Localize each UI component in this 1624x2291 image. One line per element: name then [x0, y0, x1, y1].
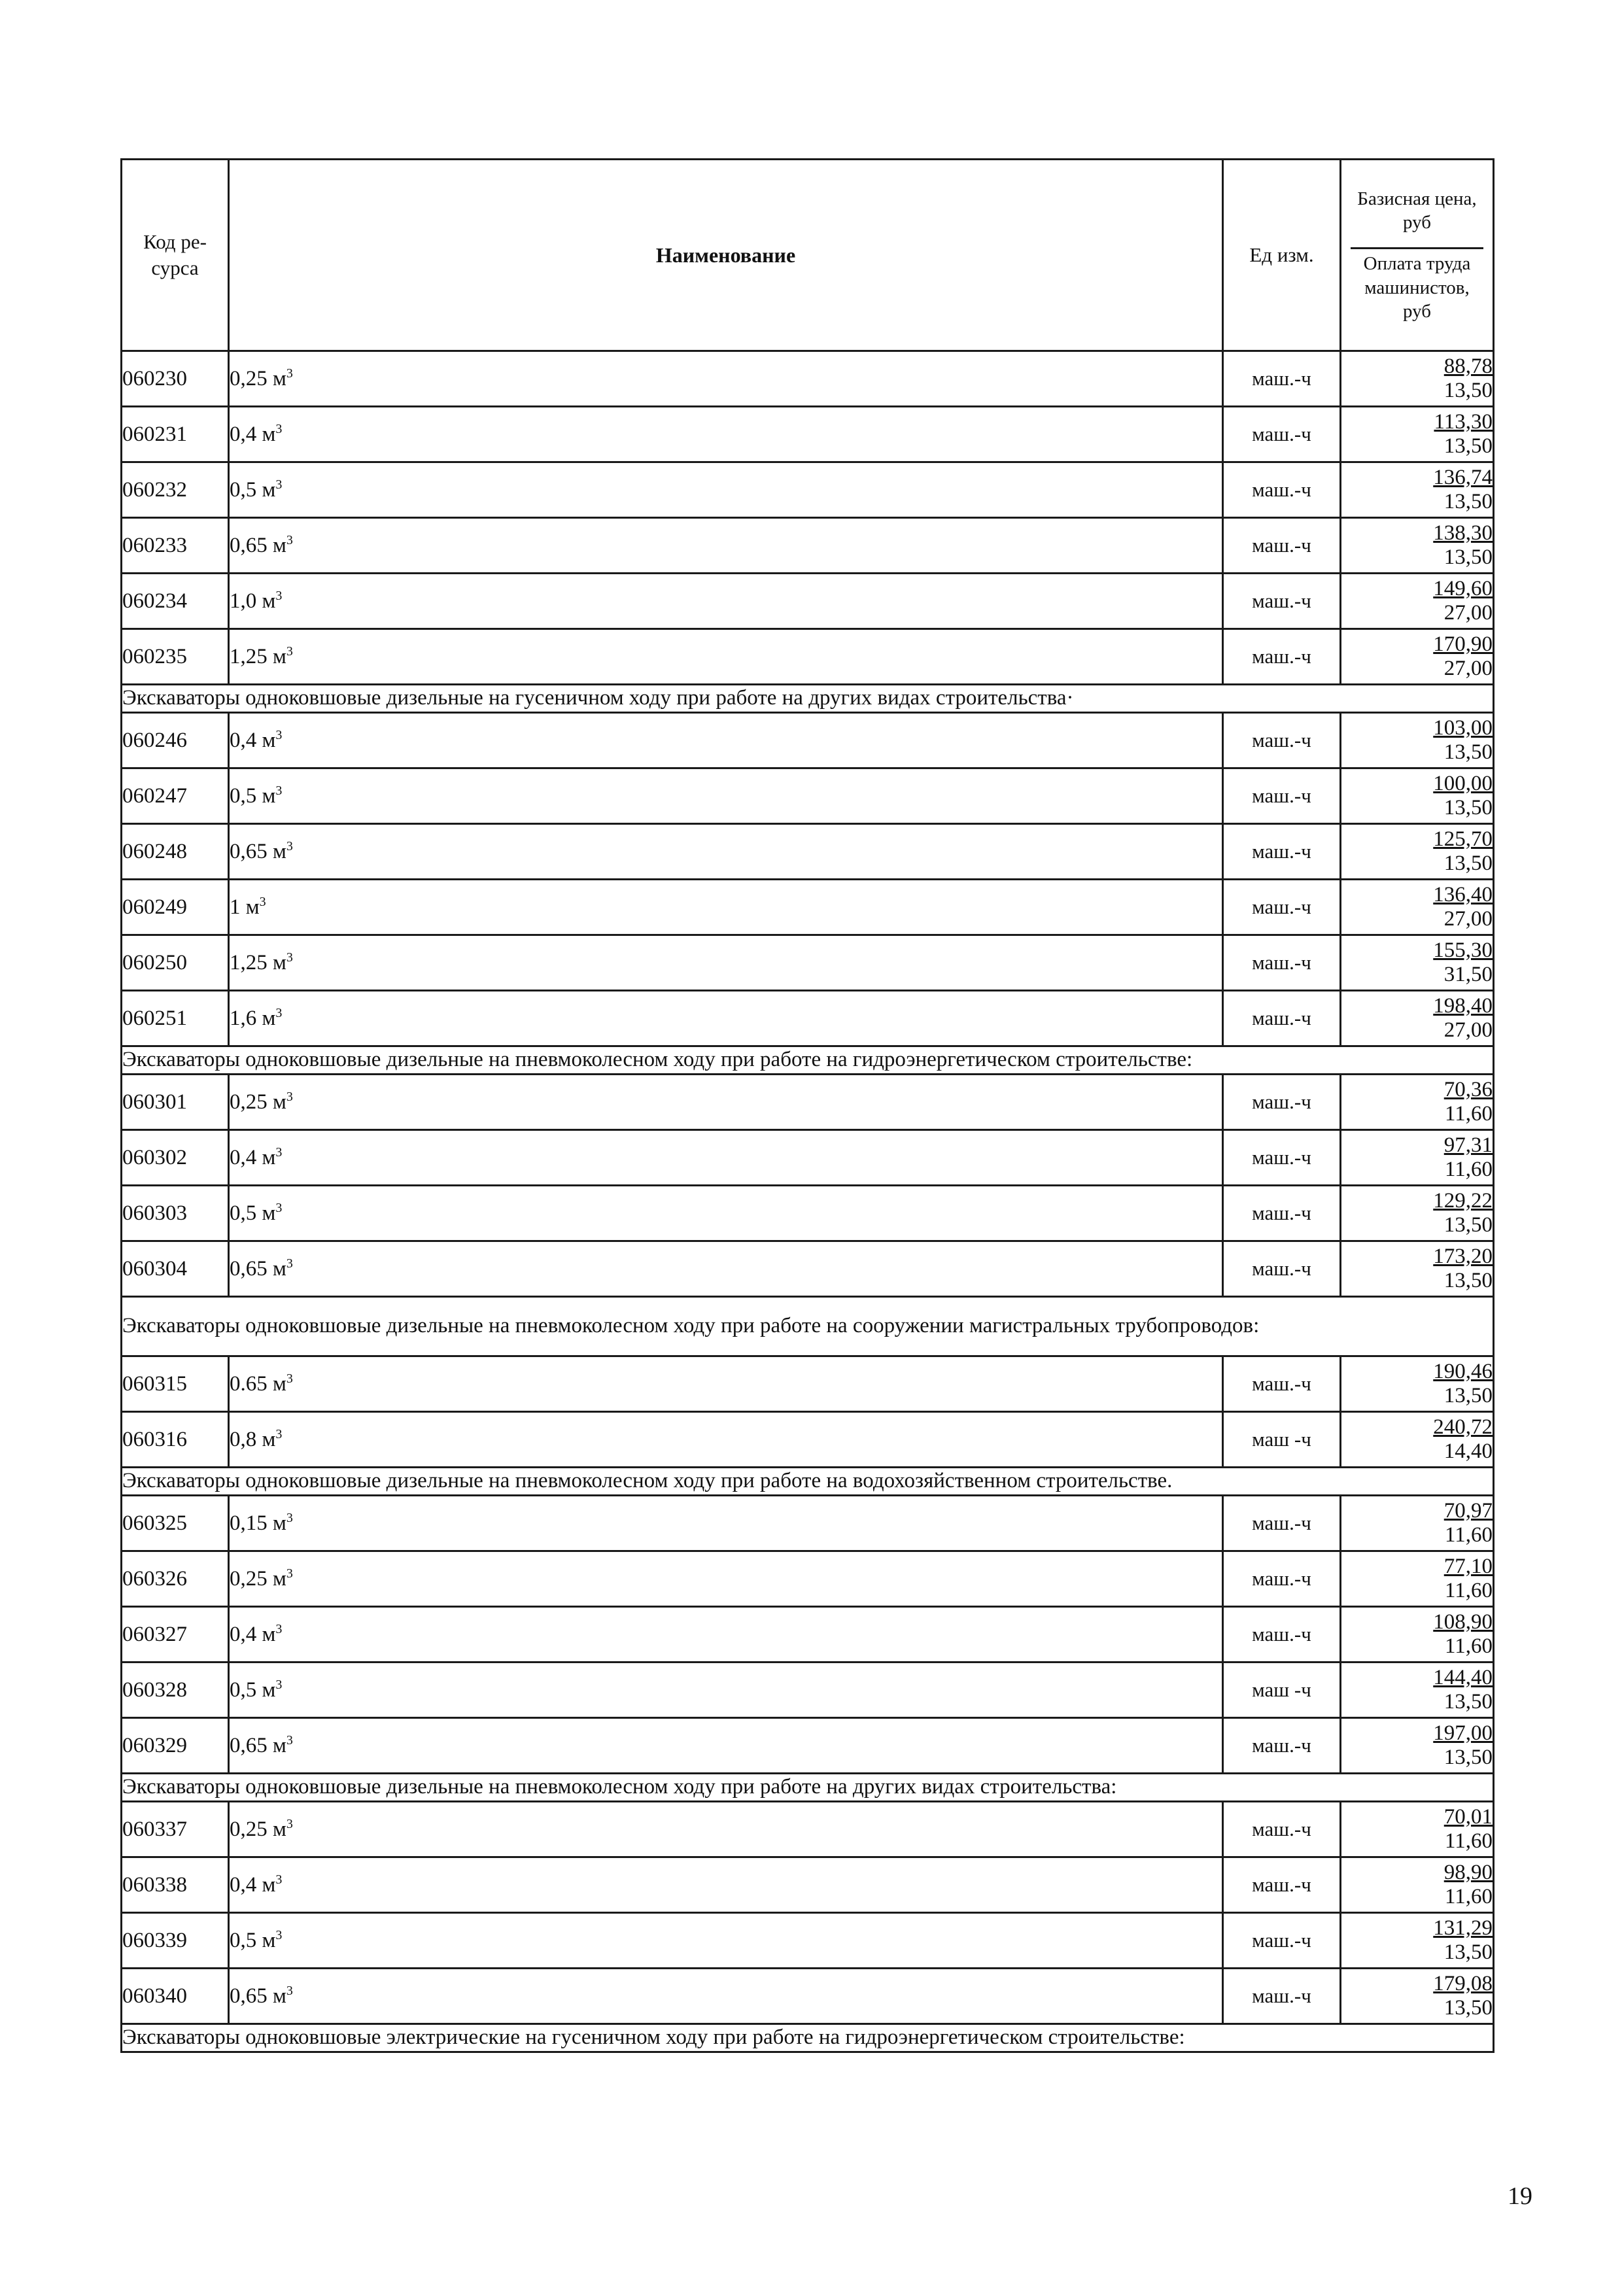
- base-price: 77,10: [1443, 1555, 1493, 1579]
- cubic-superscript: 3: [259, 895, 266, 909]
- operator-wage: 13,50: [1443, 852, 1493, 875]
- cubic-superscript: 3: [286, 950, 293, 965]
- base-price: 108,90: [1433, 1610, 1493, 1634]
- price-cell: [1341, 1607, 1494, 1662]
- operator-wage: 13,50: [1443, 545, 1493, 569]
- resource-name: 0,4 $м^3$: [229, 407, 1223, 462]
- resource-code: 060303: [122, 1186, 229, 1241]
- price-cell: [1341, 1075, 1494, 1130]
- base-price: 144,40: [1433, 1666, 1493, 1690]
- base-price: 88,78: [1443, 354, 1493, 379]
- table-row: [122, 1857, 1494, 1913]
- section-heading: Экскаваторы одноковшовые дизельные на гусеничном ходу при работе на других видах строительства·: [122, 685, 1494, 713]
- price-cell: [1341, 768, 1494, 824]
- price-cell: [1341, 1662, 1494, 1718]
- unit-of-measure: маш.-ч: [1223, 462, 1341, 518]
- base-price: 155,30: [1433, 939, 1493, 963]
- cubic-superscript: 3: [286, 1511, 293, 1525]
- cubic-superscript: 3: [275, 1427, 283, 1441]
- cubic-superscript: 3: [286, 1371, 293, 1386]
- operator-wage: 13,50: [1443, 1690, 1493, 1714]
- resource-name: 1,6 $м^3$: [229, 991, 1223, 1046]
- resource-name: 0.65 $м^3$: [229, 1356, 1223, 1412]
- unit-of-measure: маш.-ч: [1223, 1551, 1341, 1607]
- section-heading: Экскаваторы одноковшовые дизельные на пневмоколесном ходу при работе на других видах строительства:: [122, 1774, 1494, 1802]
- resource-name: 0,4 $м^3$: [229, 1130, 1223, 1186]
- base-price: 136,74: [1433, 466, 1493, 490]
- resource-code: 060325: [122, 1496, 229, 1551]
- base-price: 197,00: [1433, 1721, 1493, 1746]
- resource-code: 060340: [122, 1969, 229, 2024]
- resource-name: 0,65 $м^3$: [229, 1969, 1223, 2024]
- base-price: 113,30: [1434, 410, 1493, 434]
- resource-name: 1,0 $м^3$: [229, 574, 1223, 629]
- cubic-superscript: 3: [275, 1006, 283, 1020]
- price-cell: [1341, 351, 1494, 407]
- resource-code: 060250: [122, 935, 229, 991]
- base-price: 138,30: [1433, 521, 1493, 545]
- operator-wage: 11,60: [1444, 1634, 1493, 1658]
- base-price: 98,90: [1443, 1861, 1493, 1885]
- unit-of-measure: маш.-ч: [1223, 407, 1341, 462]
- table-row: [122, 1913, 1494, 1969]
- resource-name: 0,5 $м^3$: [229, 1913, 1223, 1969]
- resource-name: 0,65 $м^3$: [229, 518, 1223, 574]
- cubic-superscript: 3: [286, 366, 293, 381]
- cubic-superscript: 3: [275, 1145, 283, 1160]
- header-unit: Ед изм.: [1223, 160, 1341, 351]
- resource-code: 060337: [122, 1802, 229, 1857]
- resource-name: 1,25 $м^3$: [229, 629, 1223, 685]
- operator-wage: 27,00: [1443, 907, 1493, 931]
- table-row: [122, 1969, 1494, 2024]
- table-header-row: [122, 160, 1494, 351]
- operator-wage: 13,50: [1443, 490, 1493, 513]
- resource-code: 060302: [122, 1130, 229, 1186]
- base-price: 198,40: [1433, 994, 1493, 1018]
- resource-code: 060315: [122, 1356, 229, 1412]
- base-price: 70,97: [1443, 1499, 1493, 1523]
- resource-code: 060304: [122, 1241, 229, 1297]
- operator-wage: 11,60: [1444, 1579, 1493, 1602]
- resource-name: 0,4 $м^3$: [229, 1607, 1223, 1662]
- cubic-superscript: 3: [286, 644, 293, 659]
- base-price: 190,46: [1433, 1360, 1493, 1384]
- resource-name: 0,5 $м^3$: [229, 1662, 1223, 1718]
- cubic-superscript: 3: [286, 1566, 293, 1581]
- cubic-superscript: 3: [286, 1984, 293, 1998]
- unit-of-measure: маш.-ч: [1223, 351, 1341, 407]
- cubic-superscript: 3: [286, 839, 293, 853]
- operator-wage: 27,00: [1443, 601, 1493, 625]
- section-heading: Экскаваторы одноковшовые дизельные на пневмоколесном ходу при работе на гидроэнергетическом строительстве:: [122, 1046, 1494, 1075]
- resource-code: 060338: [122, 1857, 229, 1913]
- base-price: 70,36: [1443, 1078, 1493, 1102]
- price-cell: [1341, 629, 1494, 685]
- resource-code: 060235: [122, 629, 229, 685]
- operator-wage: 13,50: [1443, 796, 1493, 819]
- unit-of-measure: маш.-ч: [1223, 1718, 1341, 1774]
- base-price: 129,22: [1433, 1189, 1493, 1213]
- unit-of-measure: маш.-ч: [1223, 1075, 1341, 1130]
- base-price: 179,08: [1433, 1972, 1493, 1996]
- cubic-superscript: 3: [286, 1256, 293, 1271]
- operator-wage: 13,50: [1443, 1746, 1493, 1769]
- resource-name: 0,65 $м^3$: [229, 1718, 1223, 1774]
- price-cell: [1341, 1356, 1494, 1412]
- cubic-superscript: 3: [275, 1678, 283, 1692]
- operator-wage: 11,60: [1444, 1158, 1493, 1181]
- operator-wage: 31,50: [1443, 963, 1493, 986]
- operator-wage: 13,50: [1443, 1269, 1493, 1292]
- table-row: [122, 1496, 1494, 1551]
- section-heading-row: [122, 685, 1494, 713]
- table-row: [122, 1075, 1494, 1130]
- price-cell: [1341, 824, 1494, 880]
- resource-name: 0,25 $м^3$: [229, 1551, 1223, 1607]
- unit-of-measure: маш.-ч: [1223, 768, 1341, 824]
- base-price: 125,70: [1433, 827, 1493, 852]
- unit-of-measure: маш.-ч: [1223, 1130, 1341, 1186]
- price-cell: [1341, 1969, 1494, 2024]
- table-row: [122, 1130, 1494, 1186]
- operator-wage: 27,00: [1443, 657, 1493, 680]
- price-cell: [1341, 1857, 1494, 1913]
- table-row: [122, 407, 1494, 462]
- operator-wage: 13,50: [1443, 740, 1493, 764]
- cubic-superscript: 3: [275, 589, 283, 603]
- resource-name: 0,65 $м^3$: [229, 1241, 1223, 1297]
- resource-name: 0,4 $м^3$: [229, 713, 1223, 768]
- table-row: [122, 824, 1494, 880]
- table-row: [122, 1551, 1494, 1607]
- cubic-superscript: 3: [275, 422, 283, 436]
- resource-code: 060251: [122, 991, 229, 1046]
- table-row: [122, 1607, 1494, 1662]
- base-price: 131,29: [1433, 1916, 1493, 1940]
- cubic-superscript: 3: [275, 1928, 283, 1942]
- cubic-superscript: 3: [275, 477, 283, 492]
- unit-of-measure: маш.-ч: [1223, 1356, 1341, 1412]
- price-cell: [1341, 1913, 1494, 1969]
- table-row: [122, 991, 1494, 1046]
- resource-code: 060231: [122, 407, 229, 462]
- base-price: 103,00: [1433, 716, 1493, 740]
- header-name: Наименование: [229, 160, 1223, 351]
- resource-code: 060247: [122, 768, 229, 824]
- price-cell: [1341, 1186, 1494, 1241]
- operator-wage: 13,50: [1443, 1940, 1493, 1964]
- base-price: 97,31: [1443, 1133, 1493, 1158]
- resource-name: 0,25 $м^3$: [229, 351, 1223, 407]
- price-cell: [1341, 574, 1494, 629]
- unit-of-measure: маш -ч: [1223, 1412, 1341, 1468]
- cubic-superscript: 3: [275, 728, 283, 742]
- header-code: Код ре- сурса: [122, 160, 229, 351]
- resource-code: 060234: [122, 574, 229, 629]
- table-row: [122, 713, 1494, 768]
- cubic-superscript: 3: [275, 784, 283, 798]
- price-cell: [1341, 1551, 1494, 1607]
- header-operator-wage: Оплата труда машинистов, руб: [1351, 247, 1483, 323]
- resource-code: 060301: [122, 1075, 229, 1130]
- resource-name: 1 $м^3$: [229, 880, 1223, 935]
- unit-of-measure: маш.-ч: [1223, 574, 1341, 629]
- cubic-superscript: 3: [275, 1201, 283, 1215]
- operator-wage: 11,60: [1444, 1885, 1493, 1908]
- unit-of-measure: маш.-ч: [1223, 518, 1341, 574]
- table-row: [122, 1662, 1494, 1718]
- table-row: [122, 1186, 1494, 1241]
- resource-name: 0,4 $м^3$: [229, 1857, 1223, 1913]
- price-cell: [1341, 991, 1494, 1046]
- resource-name: 0,25 $м^3$: [229, 1075, 1223, 1130]
- unit-of-measure: маш.-ч: [1223, 935, 1341, 991]
- table-row: [122, 574, 1494, 629]
- price-cell: [1341, 1718, 1494, 1774]
- price-cell: [1341, 462, 1494, 518]
- resource-name: 0,65 $м^3$: [229, 824, 1223, 880]
- section-heading-row: [122, 1297, 1494, 1356]
- resource-code: 060326: [122, 1551, 229, 1607]
- cubic-superscript: 3: [275, 1872, 283, 1887]
- resource-name: 1,25 $м^3$: [229, 935, 1223, 991]
- unit-of-measure: маш.-ч: [1223, 880, 1341, 935]
- price-cell: [1341, 407, 1494, 462]
- price-cell: [1341, 1412, 1494, 1468]
- operator-wage: 27,00: [1443, 1018, 1493, 1042]
- base-price: 136,40: [1433, 883, 1493, 907]
- resource-code: 060233: [122, 518, 229, 574]
- table-row: [122, 1241, 1494, 1297]
- price-cell: [1341, 1802, 1494, 1857]
- price-cell: [1341, 713, 1494, 768]
- cubic-superscript: 3: [286, 1817, 293, 1831]
- price-cell: [1341, 935, 1494, 991]
- unit-of-measure: маш.-ч: [1223, 629, 1341, 685]
- section-heading-row: [122, 1774, 1494, 1802]
- unit-of-measure: маш.-ч: [1223, 713, 1341, 768]
- resource-name: 0,25 $м^3$: [229, 1802, 1223, 1857]
- resource-name: 0,5 $м^3$: [229, 462, 1223, 518]
- section-heading-row: [122, 1468, 1494, 1496]
- base-price: 170,90: [1433, 632, 1493, 657]
- unit-of-measure: маш.-ч: [1223, 1857, 1341, 1913]
- cubic-superscript: 3: [286, 1090, 293, 1104]
- table-row: [122, 629, 1494, 685]
- unit-of-measure: маш -ч: [1223, 1662, 1341, 1718]
- table-body: [122, 351, 1494, 2052]
- operator-wage: 13,50: [1443, 1213, 1493, 1237]
- resource-code: 060248: [122, 824, 229, 880]
- resource-code: 060230: [122, 351, 229, 407]
- resource-name: 0,5 $м^3$: [229, 1186, 1223, 1241]
- unit-of-measure: маш.-ч: [1223, 1241, 1341, 1297]
- unit-of-measure: маш.-ч: [1223, 1913, 1341, 1969]
- table-row: [122, 880, 1494, 935]
- table-row: [122, 1412, 1494, 1468]
- base-price: 70,01: [1443, 1805, 1493, 1829]
- resource-code: 060327: [122, 1607, 229, 1662]
- resource-code: 060232: [122, 462, 229, 518]
- operator-wage: 13,50: [1443, 379, 1493, 402]
- resource-code: 060316: [122, 1412, 229, 1468]
- operator-wage: 13,50: [1443, 1996, 1493, 2020]
- price-cell: [1341, 880, 1494, 935]
- base-price: 100,00: [1433, 772, 1493, 796]
- table-row: [122, 518, 1494, 574]
- table-row: [122, 768, 1494, 824]
- cubic-superscript: 3: [286, 1733, 293, 1748]
- unit-of-measure: маш.-ч: [1223, 1607, 1341, 1662]
- header-price: [1341, 160, 1494, 351]
- table-row: [122, 351, 1494, 407]
- cubic-superscript: 3: [275, 1622, 283, 1636]
- unit-of-measure: маш.-ч: [1223, 1802, 1341, 1857]
- table-row: [122, 935, 1494, 991]
- price-cell: [1341, 1130, 1494, 1186]
- resource-name: 0,5 $м^3$: [229, 768, 1223, 824]
- section-heading: Экскаваторы одноковшовые электрические на гусеничном ходу при работе на гидроэнергетическом строительстве:: [122, 2024, 1494, 2052]
- table-row: [122, 1802, 1494, 1857]
- operator-wage: 13,50: [1443, 1384, 1493, 1407]
- section-heading-row: [122, 2024, 1494, 2052]
- page-number: 19: [1508, 2182, 1532, 2210]
- table-row: [122, 462, 1494, 518]
- price-cell: [1341, 518, 1494, 574]
- table-row: [122, 1718, 1494, 1774]
- unit-of-measure: маш.-ч: [1223, 1186, 1341, 1241]
- table-row: [122, 1356, 1494, 1412]
- section-heading-row: [122, 1046, 1494, 1075]
- base-price: 240,72: [1433, 1415, 1493, 1439]
- resource-code: 060328: [122, 1662, 229, 1718]
- resource-name: 0,15 $м^3$: [229, 1496, 1223, 1551]
- price-cell: [1341, 1241, 1494, 1297]
- section-heading: Экскаваторы одноковшовые дизельные на пневмоколесном ходу при работе на водохозяйственном строительстве.: [122, 1468, 1494, 1496]
- resource-code: 060246: [122, 713, 229, 768]
- operator-wage: 14,40: [1443, 1439, 1493, 1463]
- operator-wage: 11,60: [1444, 1523, 1493, 1547]
- resource-name: 0,8 $м^3$: [229, 1412, 1223, 1468]
- unit-of-measure: маш.-ч: [1223, 1969, 1341, 2024]
- base-price: 149,60: [1433, 577, 1493, 601]
- header-base-price: Базисная цена, руб: [1357, 188, 1477, 233]
- resource-code: 060249: [122, 880, 229, 935]
- cubic-superscript: 3: [286, 533, 293, 547]
- unit-of-measure: маш.-ч: [1223, 824, 1341, 880]
- resource-price-table: [120, 158, 1494, 2053]
- operator-wage: 11,60: [1444, 1829, 1493, 1853]
- resource-code: 060339: [122, 1913, 229, 1969]
- operator-wage: 13,50: [1443, 434, 1493, 458]
- resource-code: 060329: [122, 1718, 229, 1774]
- section-heading: Экскаваторы одноковшовые дизельные на пневмоколесном ходу при работе на сооружении магистральных трубопроводов:: [122, 1297, 1494, 1356]
- base-price: 173,20: [1433, 1245, 1493, 1269]
- price-cell: [1341, 1496, 1494, 1551]
- operator-wage: 11,60: [1444, 1102, 1493, 1126]
- unit-of-measure: маш.-ч: [1223, 1496, 1341, 1551]
- unit-of-measure: маш.-ч: [1223, 991, 1341, 1046]
